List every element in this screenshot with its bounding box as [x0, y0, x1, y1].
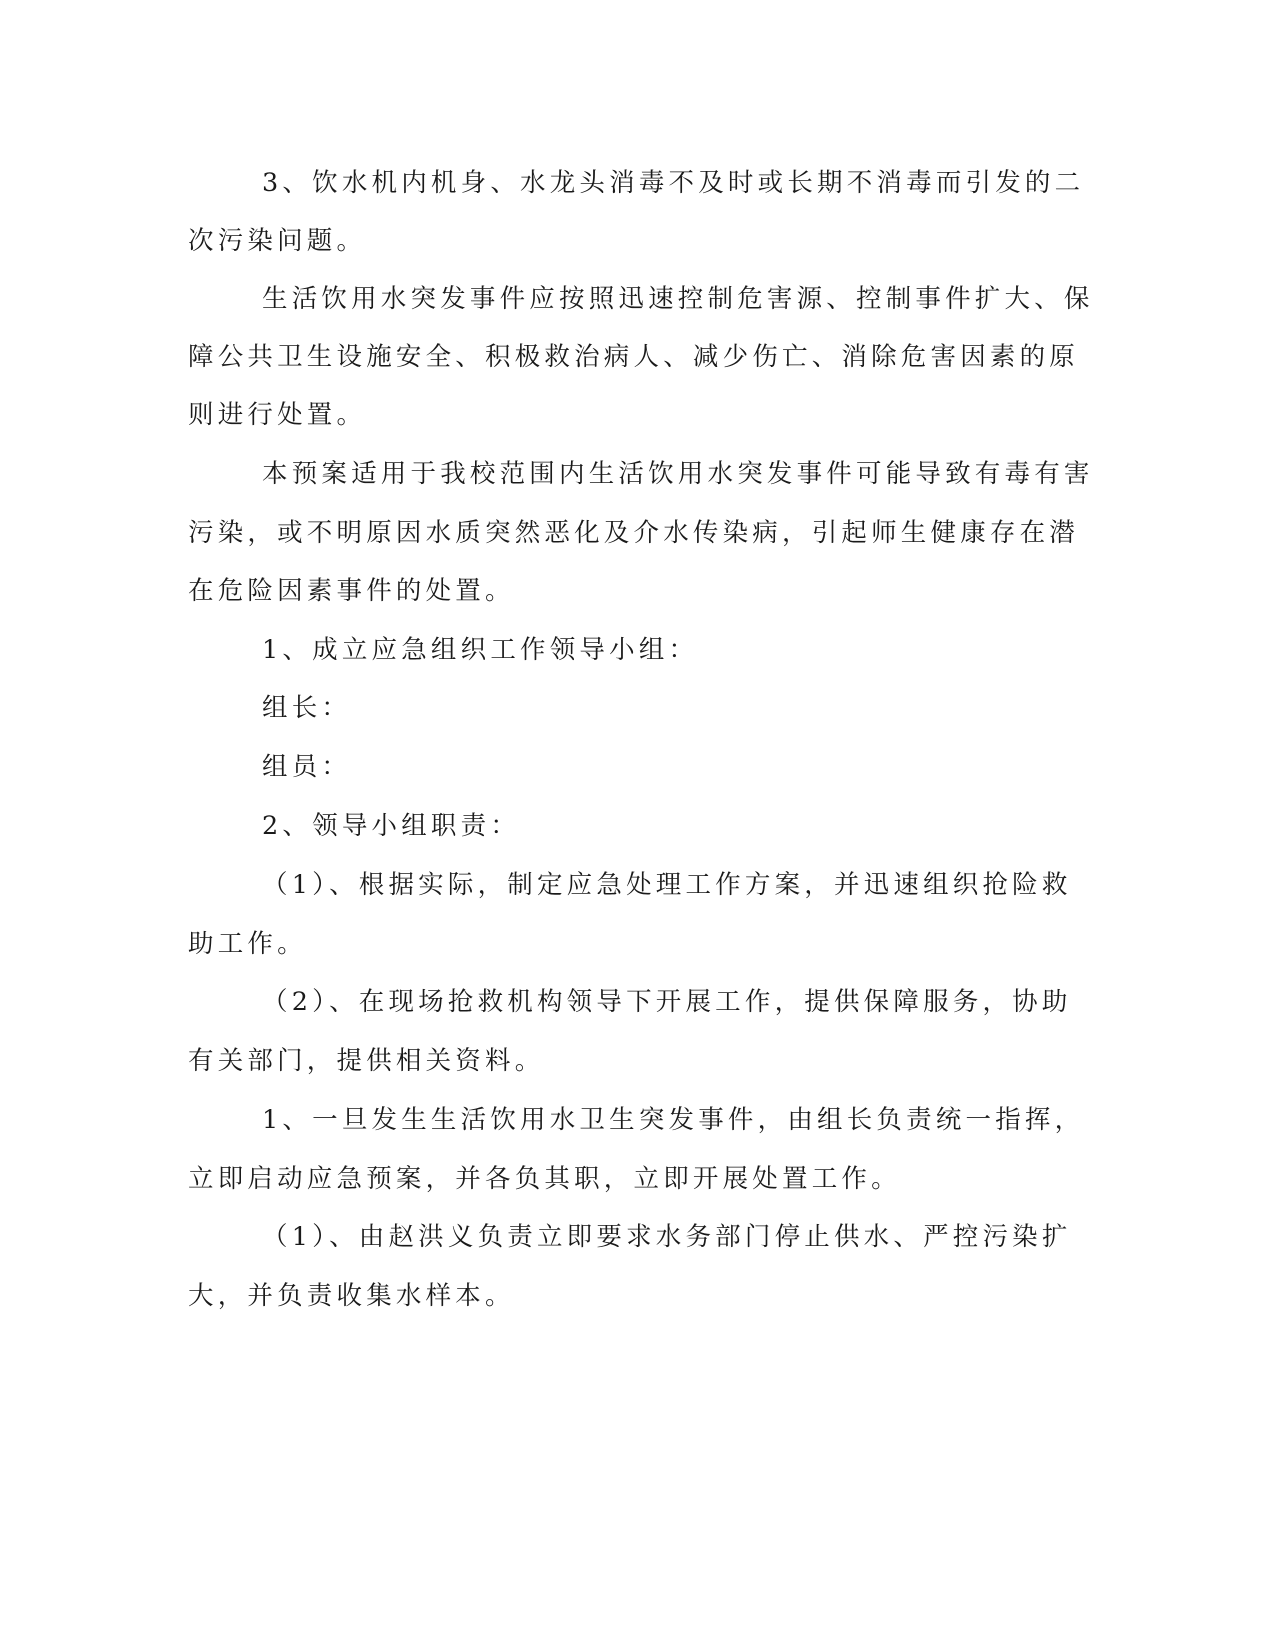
paragraph-line: 本预案适用于我校范围内生活饮用水突发事件可能导致有毒有害 — [262, 459, 1094, 489]
paragraph-line: （1）、根据实际，制定应急处理工作方案，并迅速组织抢险救 — [262, 870, 1072, 900]
paragraph-line: 组长： — [262, 693, 352, 723]
paragraph-line: （2）、在现场抢救机构领导下开展工作，提供保障服务，协助 — [262, 987, 1072, 1017]
section-heading-line: 1、成立应急组织工作领导小组： — [262, 635, 699, 665]
paragraph-line: 3、饮水机内机身、水龙头消毒不及时或长期不消毒而引发的二 — [262, 168, 1085, 198]
paragraph-line: （1）、由赵洪义负责立即要求水务部门停止供水、严控污染扩 — [262, 1222, 1072, 1252]
paragraph-line: 生活饮用水突发事件应按照迅速控制危害源、控制事件扩大、保 — [262, 284, 1094, 314]
paragraph-line: 立即启动应急预案，并各负其职，立即开展处置工作。 — [188, 1164, 901, 1194]
paragraph-line: 在危险因素事件的处置。 — [188, 576, 515, 606]
paragraph-line: 组员： — [262, 752, 352, 782]
paragraph-line: 污染，或不明原因水质突然恶化及介水传染病，引起师生健康存在潜 — [188, 518, 1080, 548]
section-heading-line: 2、领导小组职责： — [262, 811, 521, 841]
paragraph-line: 大，并负责收集水样本。 — [188, 1281, 515, 1311]
paragraph-line: 则进行处置。 — [188, 400, 367, 430]
paragraph-line: 1、一旦发生生活饮用水卫生突发事件，由组长负责统一指挥， — [262, 1105, 1085, 1135]
paragraph-line: 障公共卫生设施安全、积极救治病人、减少伤亡、消除危害因素的原 — [188, 342, 1080, 372]
paragraph-line: 次污染问题。 — [188, 226, 367, 256]
paragraph-line: 有关部门，提供相关资料。 — [188, 1046, 545, 1076]
paragraph-line: 助工作。 — [188, 929, 307, 959]
